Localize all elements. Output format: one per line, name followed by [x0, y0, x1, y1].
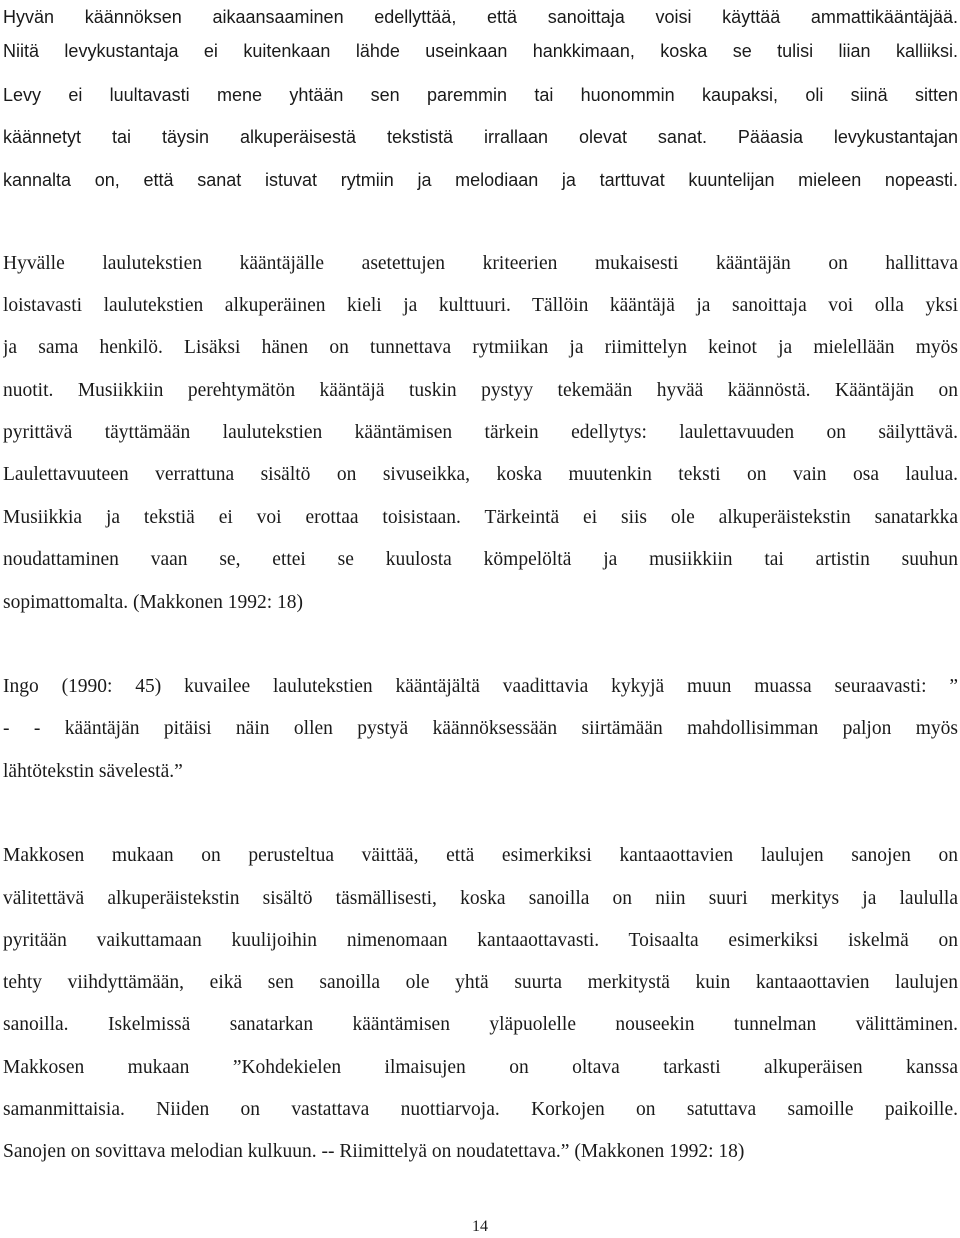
paragraph-line: käännetyt tai täysin alkuperäisestä tekstistä irrallaan olevat sanat. Pääasia levykustantajan — [3, 127, 958, 147]
paragraph-line: sopimattomalta. (Makkonen 1992: 18) — [3, 592, 304, 613]
paragraph-line: välitettävä alkuperäistekstin sisältö täsmällisesti, koska sanoilla on niin suuri merkitys ja laululla — [3, 888, 958, 909]
paragraph-line: Hyvän käännöksen aikaansaaminen edellyttää, että sanoittaja voisi käyttää ammattikääntäjää. — [3, 7, 958, 27]
paragraph-line: Niitä levykustantaja ei kuitenkaan lähde useinkaan hankkimaan, koska se tulisi liian kalliiksi. — [3, 41, 958, 61]
paragraph-line: lähtötekstin sävelestä.” — [3, 761, 183, 782]
paragraph-line: Musiikkia ja tekstiä ei voi erottaa toisistaan. Tärkeintä ei siis ole alkuperäistekstin sanatarkka — [3, 507, 958, 528]
paragraph-line: Levy ei luultavasti mene yhtään sen paremmin tai huonommin kaupaksi, oli siinä sitten — [3, 85, 958, 105]
paragraph-line: Hyvälle laulutekstien kääntäjälle asetettujen kriteerien mukaisesti kääntäjän on hallittava — [3, 253, 958, 274]
paragraph-line: tehty viihdyttämään, eikä sen sanoilla ole yhtä suurta merkitystä kuin kantaaottavien laulujen — [3, 972, 958, 993]
paragraph-line: Makkosen mukaan on perusteltua väittää, että esimerkiksi kantaaottavien laulujen sanojen on — [3, 845, 958, 866]
paragraph-line: - - kääntäjän pitäisi näin ollen pystyä käännöksessään siirtämään mahdollisimman paljon myös — [3, 718, 958, 739]
paragraph-line: noudattaminen vaan se, ettei se kuulosta kömpelöltä ja musiikkiin tai artistin suuhun — [3, 549, 958, 570]
paragraph-line: pyrittävä täyttämään laulutekstien kääntämisen tärkein edellytys: laulettavuuden on säilyttävä. — [3, 422, 958, 443]
paragraph-line: Makkosen mukaan ”Kohdekielen ilmaisujen on oltava tarkasti alkuperäisen kanssa — [3, 1057, 958, 1078]
paragraph-line: kannalta on, että sanat istuvat rytmiin ja melodiaan ja tarttuvat kuuntelijan mieleen nopeasti. — [3, 170, 958, 190]
paragraph-line: ja sama henkilö. Lisäksi hänen on tunnettava rytmiikan ja riimittelyn keinot ja mielellään myös — [3, 337, 958, 358]
page-number: 14 — [472, 1218, 488, 1235]
paragraph-line: pyritään vaikuttamaan kuulijoihin nimenomaan kantaaottavasti. Toisaalta esimerkiksi iskelmä on — [3, 930, 958, 951]
paragraph-line: sanoilla. Iskelmissä sanatarkan kääntämisen yläpuolelle nouseekin tunnelman välittäminen. — [3, 1014, 958, 1035]
paragraph-line: Sanojen on sovittava melodian kulkuun. -- Riimittelyä on noudatettava.” (Makkonen 1992: 18) — [3, 1141, 745, 1162]
paragraph-line: loistavasti laulutekstien alkuperäinen kieli ja kulttuuri. Tällöin kääntäjä ja sanoittaja voi olla yksi — [3, 295, 958, 316]
paragraph-line: nuotit. Musiikkiin perehtymätön kääntäjä tuskin pystyy tekemään hyvää käännöstä. Kääntäjän on — [3, 380, 958, 401]
paragraph-line: samanmittaisia. Niiden on vastattava nuottiarvoja. Korkojen on satuttava samoille paikoille. — [3, 1099, 958, 1120]
paragraph-line: Laulettavuuteen verrattuna sisältö on sivuseikka, koska muutenkin teksti on vain osa laulua. — [3, 464, 958, 485]
paragraph-line: Ingo (1990: 45) kuvailee laulutekstien kääntäjältä vaadittavia kykyjä muun muassa seuraavasti: ” — [3, 676, 958, 697]
